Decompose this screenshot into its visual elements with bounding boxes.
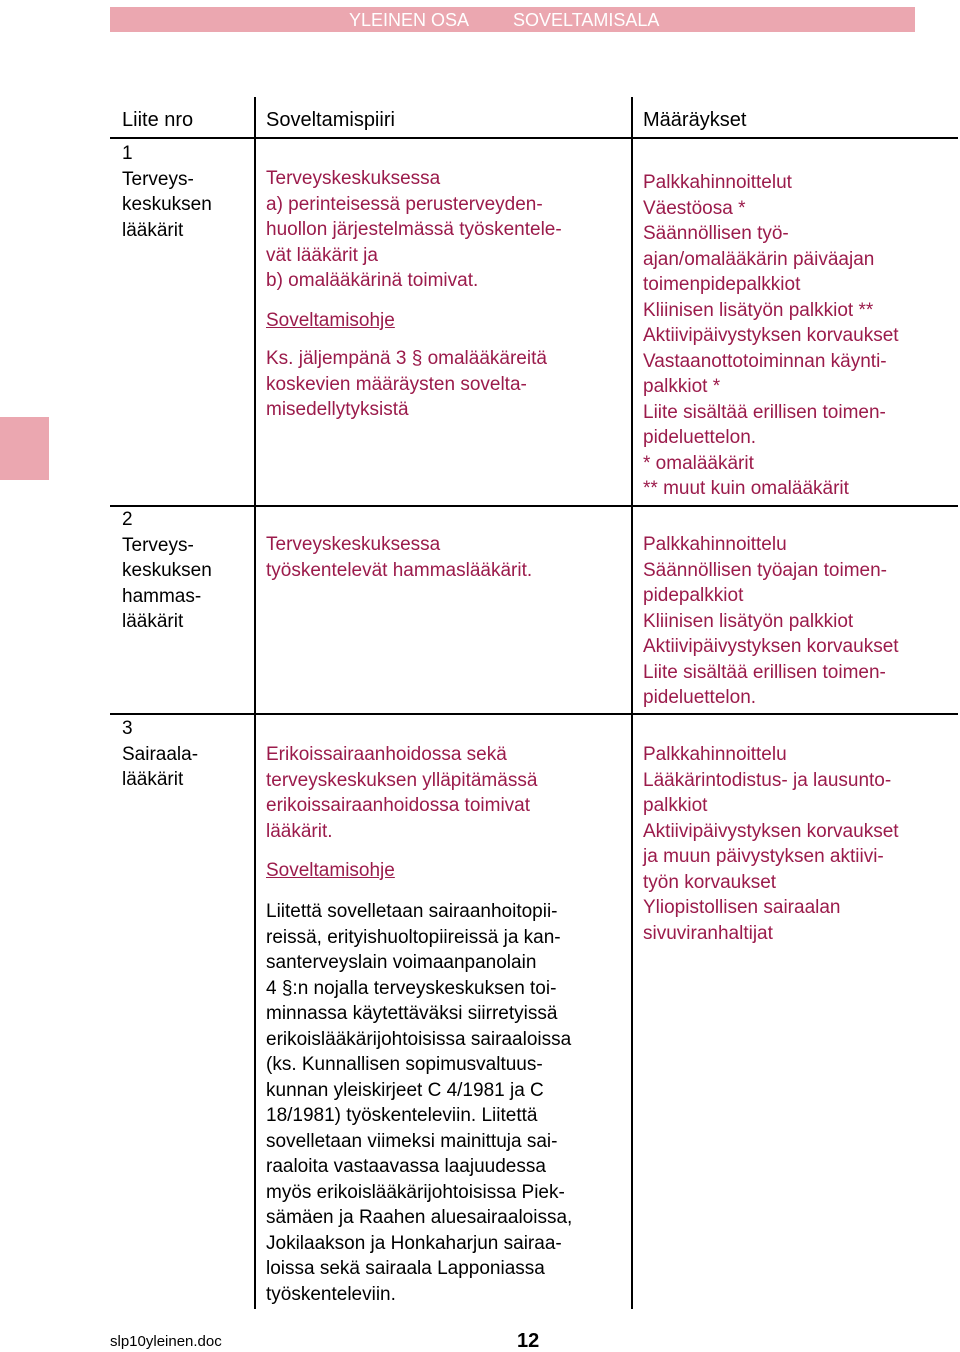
column-divider-left	[254, 97, 256, 1309]
row1-annex: 1 Terveys- keskuksen lääkärit	[122, 143, 212, 241]
row1-provisions: Palkkahinnoittelut Väestöosa * Säännöllisen työ- ajan/omalääkärin päiväajan toimenpidepalkkiot Kliinisen lisätyön palkkiot ** Aktiivipäivystyksen korvaukset Vastaanottotoiminnan käynti- palkkiot * Liite sisältää erillisen toimen- pideluettelon. * omalääkärit ** muut kuin omalääkärit	[643, 172, 899, 499]
side-section-marker	[0, 417, 49, 480]
row1-guide-text: Ks. jäljempänä 3 § omalääkäreitä koskevien määräysten sovelta- misedellytyksistä	[266, 348, 547, 420]
row3-guide-label: Soveltamisohje	[266, 860, 395, 881]
column-header-annex: Liite nro	[122, 109, 194, 131]
page-number: 12	[517, 1330, 540, 1352]
header-tab-application: SOVELTAMISALA	[513, 10, 660, 30]
row2-provisions: Palkkahinnoittelu Säännöllisen työajan toimen- pidepalkkiot Kliinisen lisätyön palkkiot Aktiivipäivystyksen korvaukset Liite sisältää erillisen toimen- pideluettelon.	[643, 534, 899, 708]
row2-annex: 2 Terveys- keskuksen hammas- lääkärit	[122, 509, 212, 632]
row3-guide-text: Liitettä sovelletaan sairaanhoitopii- reissä, erityishuoltopiireissä ja kan- santerveyslain voimaanpanolain 4 §:n nojalla terveyskeskuksen toi- minnassa käytettäväksi siirretyissä erikoislääkärijohtoisissa sairaaloissa (ks. Kunnallisen sopimusvaltuus- kunnan yleiskirjeet C 4/1981 ja C 18/1981) työskenteleviin. Liitettä sovelletaan viimeksi mainittuja sai- raaloita vastaavassa laajuudessa myös erikoislääkärijohtoisissa Piek- sämäen ja Raahen aluesairaaloissa, Jokilaakson ja Honkaharjun sairaa- loissa sekä sairaala Lapponiassa työskenteleviin.	[266, 901, 573, 1305]
row3-annex: 3 Sairaala- lääkärit	[122, 718, 199, 790]
row3-provisions: Palkkahinnoittelu Lääkärintodistus- ja lausunto- palkkiot Aktiivipäivystyksen korvaukset ja muun päivystyksen aktiivi- työn korvaukset Yliopistollisen sairaalan sivuviranhaltijat	[643, 744, 899, 944]
row2-scope: Terveyskeskuksessa työskentelevät hammaslääkärit.	[266, 534, 533, 581]
column-header-scope: Soveltamispiiri	[266, 109, 395, 131]
table-header-rule	[110, 137, 958, 139]
row-divider-2	[110, 713, 958, 715]
row-divider-1	[110, 505, 958, 507]
row1-guide-label: Soveltamisohje	[266, 310, 395, 331]
row3-scope: Erikoissairaanhoidossa sekä terveyskeskuksen ylläpitämässä erikoissairaanhoidossa toimivat lääkärit.	[266, 744, 538, 842]
row1-scope: Terveyskeskuksessa a) perinteisessä perusterveyden- huollon järjestelmässä työskentele- vät lääkärit ja b) omalääkärinä toimivat.	[266, 168, 562, 291]
column-divider-right	[631, 97, 633, 1309]
column-header-provisions: Määräykset	[643, 109, 747, 131]
header-tab-general: YLEINEN OSA	[349, 10, 470, 30]
footer-filename: slp10yleinen.doc	[110, 1333, 222, 1350]
